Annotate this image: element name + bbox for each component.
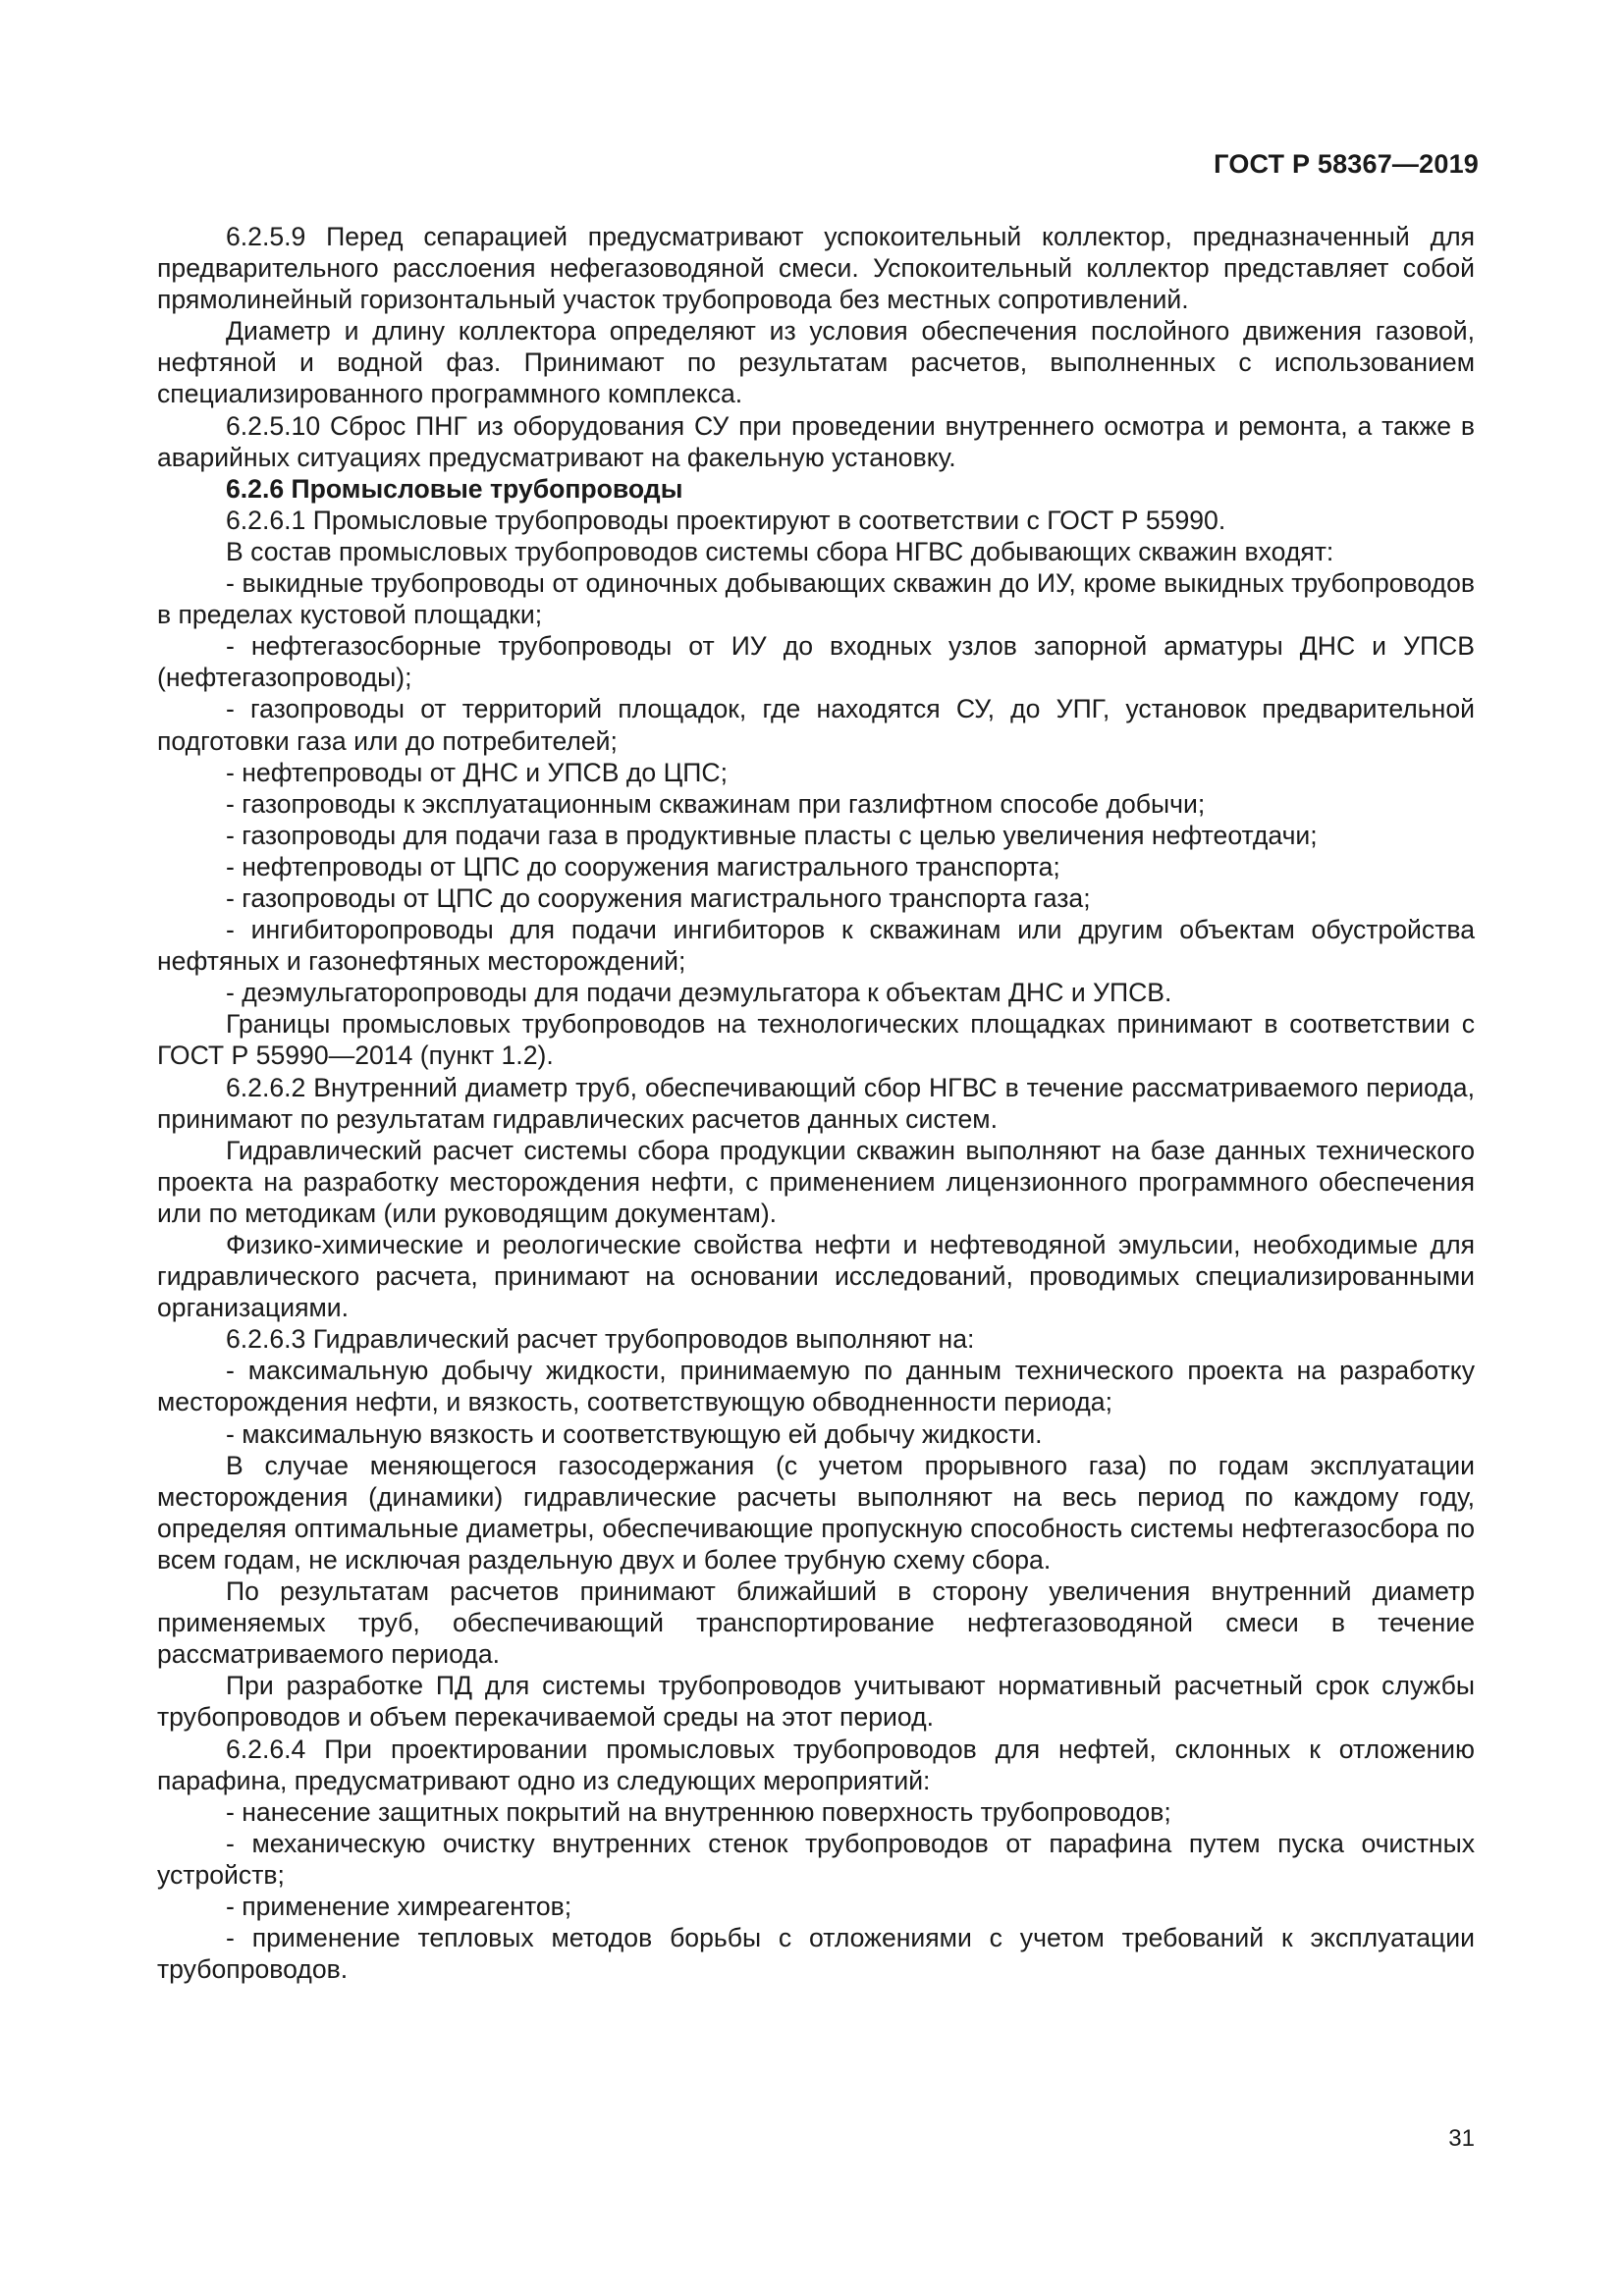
list-item: - максимальную вязкость и соответствующую ей добычу жидкости. (226, 1418, 1043, 1449)
paragraph: 6.2.5.9 Перед сепарацией предусматривают успокоительный коллектор, предназначенный для предварительного расслоения нефегазоводяной смеси. Успокоительный коллектор представляет собой прямолинейный горизонтальный участок трубопровода без местных сопротивлений. (157, 222, 1475, 315)
document-body (157, 221, 1475, 1985)
paragraph: В случае меняющегося газосодержания (с учетом прорывного газа) по годам эксплуатации месторождения (динамики) гидравлические расчеты выполняют на весь период по каждому году, определяя оптимальные диаметры, обеспечивающие пропускную способность системы нефтегазосбора по всем годам, не исключая раздельную двух и более трубную схему сбора. (157, 1450, 1475, 1575)
paragraph: 6.2.6.2 Внутренний диаметр труб, обеспечивающий сбор НГВС в течение рассматриваемого периода, принимают по результатам гидравлических расчетов данных систем. (157, 1072, 1475, 1134)
list-item: - выкидные трубопроводы от одиночных добывающих скважин до ИУ, кроме выкидных трубопроводов в пределах кустовой площадки; (157, 568, 1475, 630)
list-item: - механическую очистку внутренних стенок трубопроводов от парафина путем пуска очистных устройств; (157, 1828, 1475, 1890)
list-item: - нанесение защитных покрытий на внутреннюю поверхность трубопроводов; (226, 1796, 1171, 1827)
paragraph: 6.2.6.4 При проектировании промысловых трубопроводов для нефтей, склонных к отложению парафина, предусматривают одно из следующих мероприятий: (157, 1734, 1475, 1795)
paragraph: 6.2.5.10 Сброс ПНГ из оборудования СУ при проведении внутреннего осмотра и ремонта, а также в аварийных ситуациях предусматривают на факельную установку. (157, 410, 1475, 472)
paragraph: По результатам расчетов принимают ближайший в сторону увеличения внутренний диаметр применяемых труб, обеспечивающий транспортирование нефтегазоводяной смеси в течение рассматриваемого периода. (157, 1576, 1475, 1670)
paragraph: В состав промысловых трубопроводов системы сбора НГВС добывающих скважин входят: (226, 536, 1334, 566)
list-item: - максимальную добычу жидкости, принимаемую по данным технического проекта на разработку месторождения нефти, и вязкость, соответствующую обводненности периода; (157, 1356, 1475, 1417)
document-standard-code: ГОСТ Р 58367—2019 (1214, 149, 1479, 179)
paragraph: Диаметр и длину коллектора определяют из условия обеспечения послойного движения газовой, нефтяной и водной фаз. Принимают по результатам расчетов, выполненных с использованием специализированного программного комплекса. (157, 316, 1475, 409)
list-item: - применение химреагентов; (226, 1891, 572, 1921)
page-number: 31 (1448, 2125, 1475, 2152)
section-heading: 6.2.6 Промысловые трубопроводы (226, 473, 683, 504)
list-item: - газопроводы для подачи газа в продуктивные пласты с целью увеличения нефтеотдачи; (226, 820, 1318, 850)
list-item: - газопроводы от территорий площадок, где находятся СУ, до УПГ, установок предварительной подготовки газа или до потребителей; (157, 694, 1475, 756)
paragraph: Гидравлический расчет системы сбора продукции скважин выполняют на базе данных технического проекта на разработку месторождения нефти, с применением лицензионного программного обеспечения или по методикам (или руководящим документам). (157, 1135, 1475, 1228)
list-item: - газопроводы от ЦПС до сооружения магистрального транспорта газа; (226, 882, 1091, 913)
paragraph: При разработке ПД для системы трубопроводов учитывают нормативный расчетный срок службы трубопроводов и объем перекачиваемой среды на этот период. (157, 1671, 1475, 1733)
paragraph: Границы промысловых трубопроводов на технологических площадках принимают в соответствии с ГОСТ Р 55990—2014 (пункт 1.2). (157, 1009, 1475, 1071)
list-item: - нефтегазосборные трубопроводы от ИУ до входных узлов запорной арматуры ДНС и УПСВ (нефтегазопроводы); (157, 631, 1475, 693)
list-item: - газопроводы к эксплуатационным скважинам при газлифтном способе добычи; (226, 788, 1206, 819)
paragraph: 6.2.6.1 Промысловые трубопроводы проектируют в соответствии с ГОСТ Р 55990. (226, 505, 1226, 535)
list-item: - ингибиторопроводы для подачи ингибиторов к скважинам или другим объектам обустройства нефтяных и газонефтяных месторождений; (157, 915, 1475, 977)
paragraph: Физико-химические и реологические свойства нефти и нефтеводяной эмульсии, необходимые для гидравлического расчета, принимают на основании исследований, проводимых специализированными организациями. (157, 1230, 1475, 1323)
list-item: - деэмульгаторопроводы для подачи деэмульгатора к объектам ДНС и УПСВ. (226, 978, 1172, 1008)
list-item: - нефтепроводы от ЦПС до сооружения магистрального транспорта; (226, 851, 1060, 881)
list-item: - применение тепловых методов борьбы с отложениями с учетом требований к эксплуатации трубопроводов. (157, 1923, 1475, 1985)
list-item: - нефтепроводы от ДНС и УПСВ до ЦПС; (226, 757, 728, 787)
paragraph: 6.2.6.3 Гидравлический расчет трубопроводов выполняют на: (226, 1324, 975, 1355)
